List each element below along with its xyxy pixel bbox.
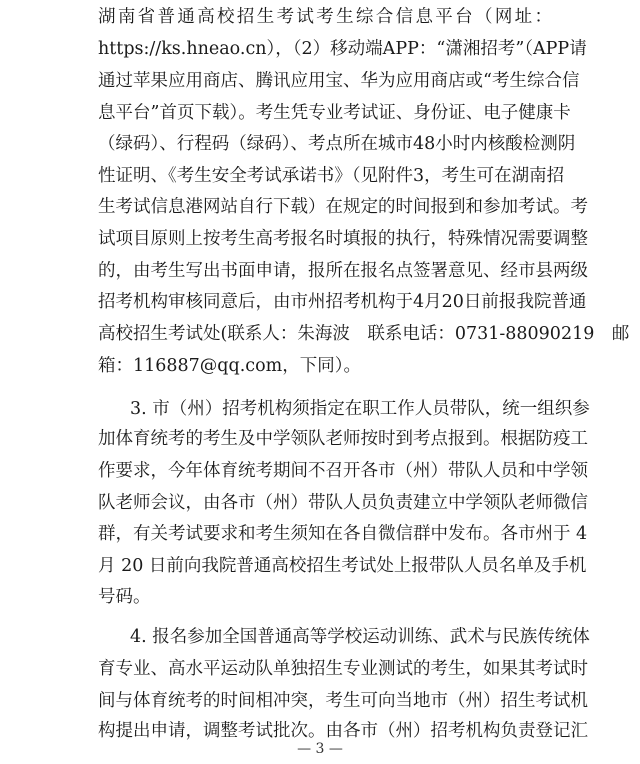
body-text-line: 息平台”首页下载）。考生凭专业考试证、身份证、电子健康卡 [98,103,571,123]
body-text-line: 构提出申请，调整考试批次。由各市（州）招考机构负责登记汇 [98,721,588,741]
body-text-line: 性证明、《考生安全考试承诺书》（见附件3，考生可在湖南招 [98,166,565,186]
body-text-line: 招考机构审核同意后，由市州招考机构于4月20日前报我院普通 [98,292,587,312]
body-text-line: 箱：116887@qq.com，下同）。 [98,356,361,376]
body-text-line: （绿码）、行程码（绿码）、考点所在城市48小时内核酸检测阴 [98,134,576,154]
body-text-line: 湖南省普通高校招生考试考生综合信息平台（网址： [98,7,552,27]
body-text-line: 群，有关考试要求和考生须知在各自微信群中发布。各市州于 4 [98,524,588,544]
body-text-line: https://ks.hneao.cn），（2）移动端APP：“潇湘招考”（APP请 [98,39,587,59]
body-text-line: 作要求，今年体育统考期间不召开各市（州）带队人员和中学领 [98,461,588,481]
body-text-line: 间与体育统考的时间相冲突，考生可向当地市（州）招生考试机 [98,691,588,711]
body-text-line: 的，由考生写出书面申请，报所在报名点签署意见、经市县两级 [98,261,588,281]
item-3-first-line: 3. 市（州）招考机构须指定在职工作人员带队，统一组织参 [130,399,590,419]
body-text-line: 通过苹果应用商店、腾讯应用宝、华为应用商店或“考生综合信 [98,71,580,91]
body-text-line: 试项目原则上按考生高考报名时填报的执行，特殊情况需要调整 [98,229,588,249]
page-number: — 3 — [297,741,343,757]
body-text-line: 加体育统考的考生及中学领队老师按时到考点报到。根据防疫工 [98,429,588,449]
item-4-first-line: 4. 报名参加全国普通高等学校运动训练、武术与民族传统体 [130,627,590,647]
body-text-line: 月 20 日前向我院普通高校招生考试处上报带队人员名单及手机 [98,556,587,576]
body-text-line: 生考试信息港网站自行下载）在规定的时间报到和参加考试。考 [98,197,588,217]
body-text-line: 号码。 [98,587,151,607]
body-text-line: 育专业、高水平运动队单独招生专业测试的考生，如果其考试时 [98,659,588,679]
body-text-line: 高校招生考试处(联系人：朱海波 联系电话：0731-88090219 邮 [98,324,630,344]
body-text-line: 队老师会议，由各市（州）带队人员负责建立中学领队老师微信 [98,493,588,513]
